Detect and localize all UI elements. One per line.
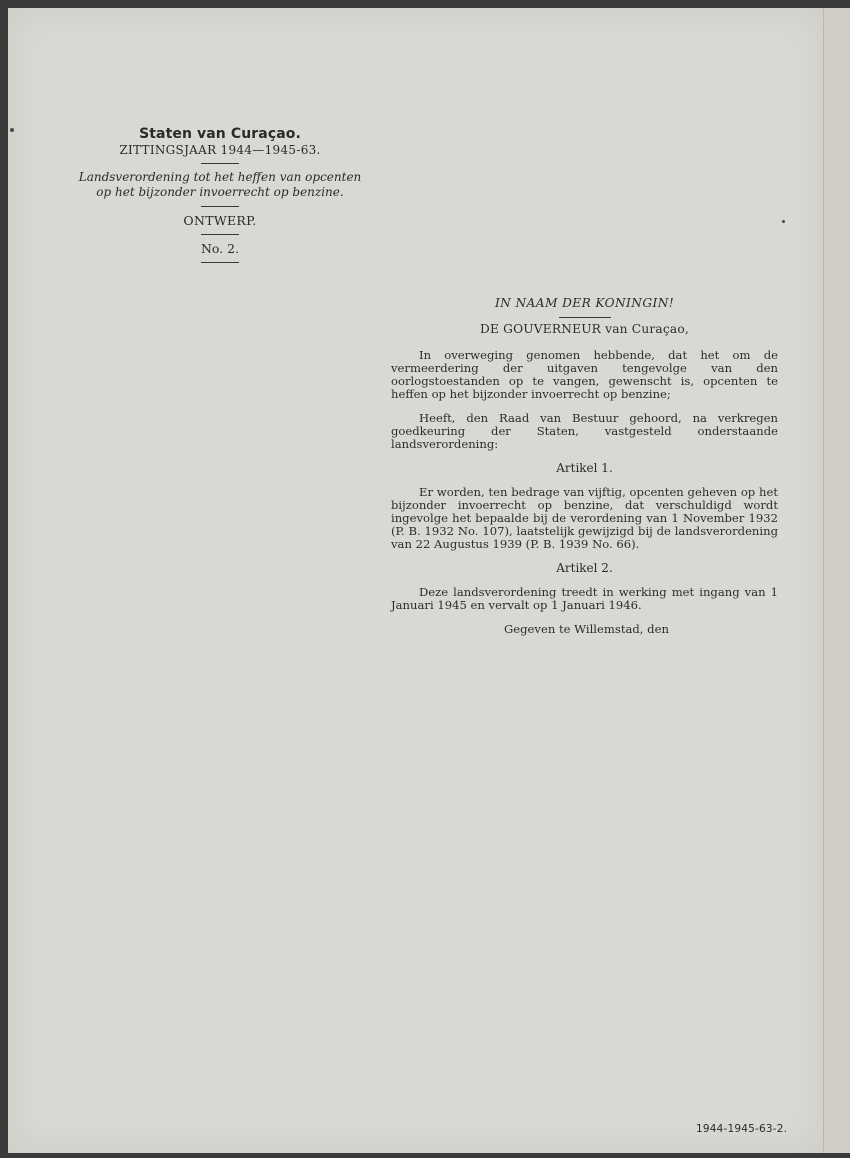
draft-number: No. 2. xyxy=(200,241,240,256)
paper-speck xyxy=(10,128,14,132)
document-reference: 1944-1945-63-2. xyxy=(696,1123,788,1135)
session-year: ZITTINGSJAAR 1944—1945-63. xyxy=(119,143,321,157)
divider xyxy=(201,206,239,207)
divider xyxy=(559,317,611,318)
article-1-heading: Artikel 1. xyxy=(556,461,613,475)
paper-speck xyxy=(782,220,785,223)
article-1-text: Er worden, ten bedrage van vijftig, opcenten geheven op het bijzonder invoerrecht op benzine, dat verschuldigd wordt ingevolge het bepaalde bij de verordening van 1 November 1932 (P. B. 1932 No. 107), laatstelijk gewijzigd bij de landsverordening van 22 Augustus 1939 (P. B. 1939 No. 66). xyxy=(391,485,778,551)
considering-paragraph: In overweging genomen hebbende, dat het om de vermeerdering der uitgaven tengevolge van den oorlogstoestanden op te vangen, gewenscht is, opcenten te heffen op het bijzonder invoerrecht op benzine; xyxy=(391,348,778,401)
invocation: IN NAAM DER KONINGIN! xyxy=(494,296,675,310)
governor-line: DE GOUVERNEUR van Curaçao, xyxy=(480,322,689,336)
parliament-title: Staten van Curaçao. xyxy=(139,126,301,142)
article-2-heading: Artikel 2. xyxy=(556,561,613,575)
divider xyxy=(201,163,239,164)
subject-line-1: Landsverordening tot het heffen van opcenten xyxy=(78,170,362,184)
article-2-text: Deze landsverordening treedt in werking met ingang van 1 Januari 1945 en vervalt op 1 Januari 1946. xyxy=(391,585,778,612)
enacting-paragraph: Heeft, den Raad van Bestuur gehoord, na verkregen goedkeuring der Staten, vastgesteld onderstaande landsverordening: xyxy=(391,411,778,451)
divider xyxy=(201,262,239,263)
document-page xyxy=(8,8,823,1153)
divider xyxy=(201,234,239,235)
document-header xyxy=(66,126,374,269)
page-edge xyxy=(823,8,850,1153)
decree-body xyxy=(391,297,778,636)
draft-label: ONTWERP. xyxy=(183,213,257,228)
subject-line-2: op het bijzonder invoerrecht op benzine. xyxy=(96,185,344,199)
given-at-line: Gegeven te Willemstad, den xyxy=(504,622,669,636)
